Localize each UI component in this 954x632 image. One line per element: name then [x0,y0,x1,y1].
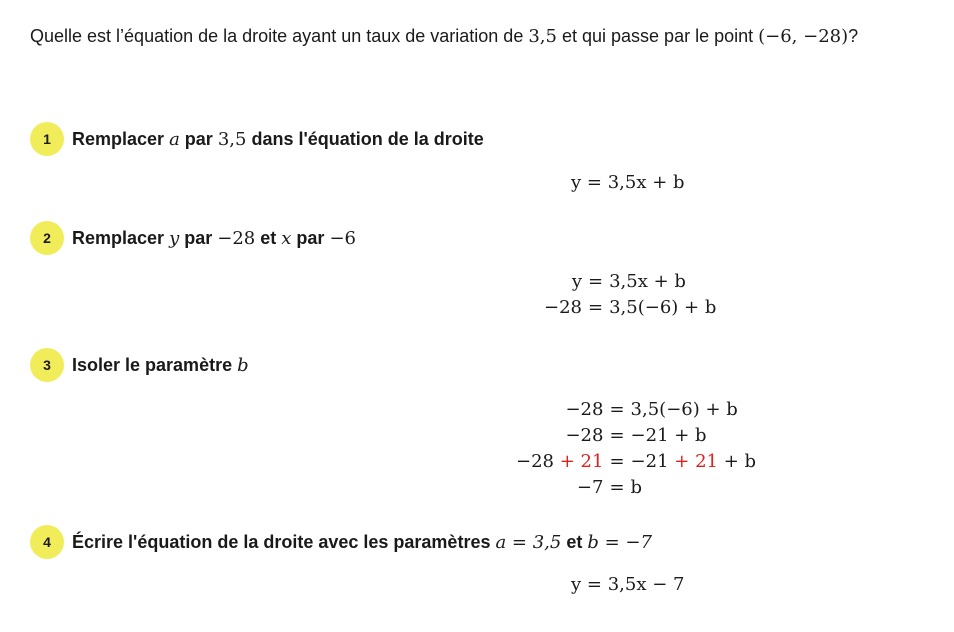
step-1-title-text: Remplacer [72,128,170,149]
step-3-header [30,348,249,382]
eq-right: 3,5x + b [609,271,686,292]
eq-left: −28 [544,297,582,318]
step-1-title-text: par [179,128,218,149]
step-3-title-var-b: b [237,354,249,376]
step-2-title-text: par [179,227,218,248]
step-3-title-text: Isoler le paramètre [72,354,238,375]
question-prefix: Quelle est l’équation de la droite ayant un taux de variation de [30,26,529,46]
eq-right: b [630,477,643,498]
eq-left: y [571,271,582,292]
step-2-title-value: −6 [329,227,356,249]
step-4-title [72,532,652,553]
eq-added-term: + 21 [559,451,604,472]
step-3-title [72,355,249,376]
step-1-title-text: dans l'équation de la droite [246,128,484,149]
step-2-title-text: Remplacer [72,227,170,248]
question-end: ? [848,26,859,46]
eq-left: −28 [565,425,604,446]
step-4-badge: 4 [30,525,64,559]
step-1-title [72,129,484,150]
step-3-badge: 3 [30,348,64,382]
step-4-title-text: Écrire l'équation de la droite avec les paramètres [72,531,496,552]
eq-left: −28 [565,399,604,420]
step-2-title [72,228,356,249]
eq-sign: = [588,297,604,318]
step-1-header [30,122,484,156]
step-2-header [30,221,356,255]
step-2-title-text: et [255,227,282,248]
eq-right [631,449,757,475]
question-rate: 3,5 [528,26,557,47]
step-2-title-var-y: y [169,227,180,249]
step-2-equations [544,269,716,321]
step-2-title-value: −28 [217,227,256,249]
eq-sign: = [609,451,625,472]
eq-sign: = [588,271,604,292]
step-2-badge: 2 [30,221,64,255]
step-2-title-text: par [291,227,330,248]
eq-left [516,449,603,475]
question-text [30,26,858,47]
question-point: (−6, −28) [758,26,849,47]
eq-sign: = [609,477,625,498]
question-mid: et qui passe par le point [556,26,759,46]
step-4-title-param-a: a = 3,5 [495,531,562,553]
eq-left: −7 [576,477,604,498]
step-2-title-var-x: x [281,227,292,249]
step-4-header [30,525,652,559]
step-1-equation: y = 3,5x + b [571,172,685,193]
step-4-equation: y = 3,5x − 7 [571,574,685,595]
eq-right: 3,5(−6) + b [609,297,717,318]
step-1-title-value: 3,5 [217,128,247,150]
step-3-equations [516,397,756,501]
eq-term: + b [723,451,757,472]
eq-sign: = [609,425,625,446]
step-1-badge: 1 [30,122,64,156]
step-4-title-text: et [561,531,588,552]
eq-term: −28 [516,451,554,472]
step-1-title-var-a: a [169,128,180,150]
eq-sign: = [609,399,625,420]
eq-right: 3,5(−6) + b [630,399,738,420]
eq-right: −21 + b [630,425,707,446]
step-4-title-param-b: b = −7 [587,531,652,553]
eq-added-term: + 21 [674,451,718,472]
eq-term: −21 [630,451,669,472]
